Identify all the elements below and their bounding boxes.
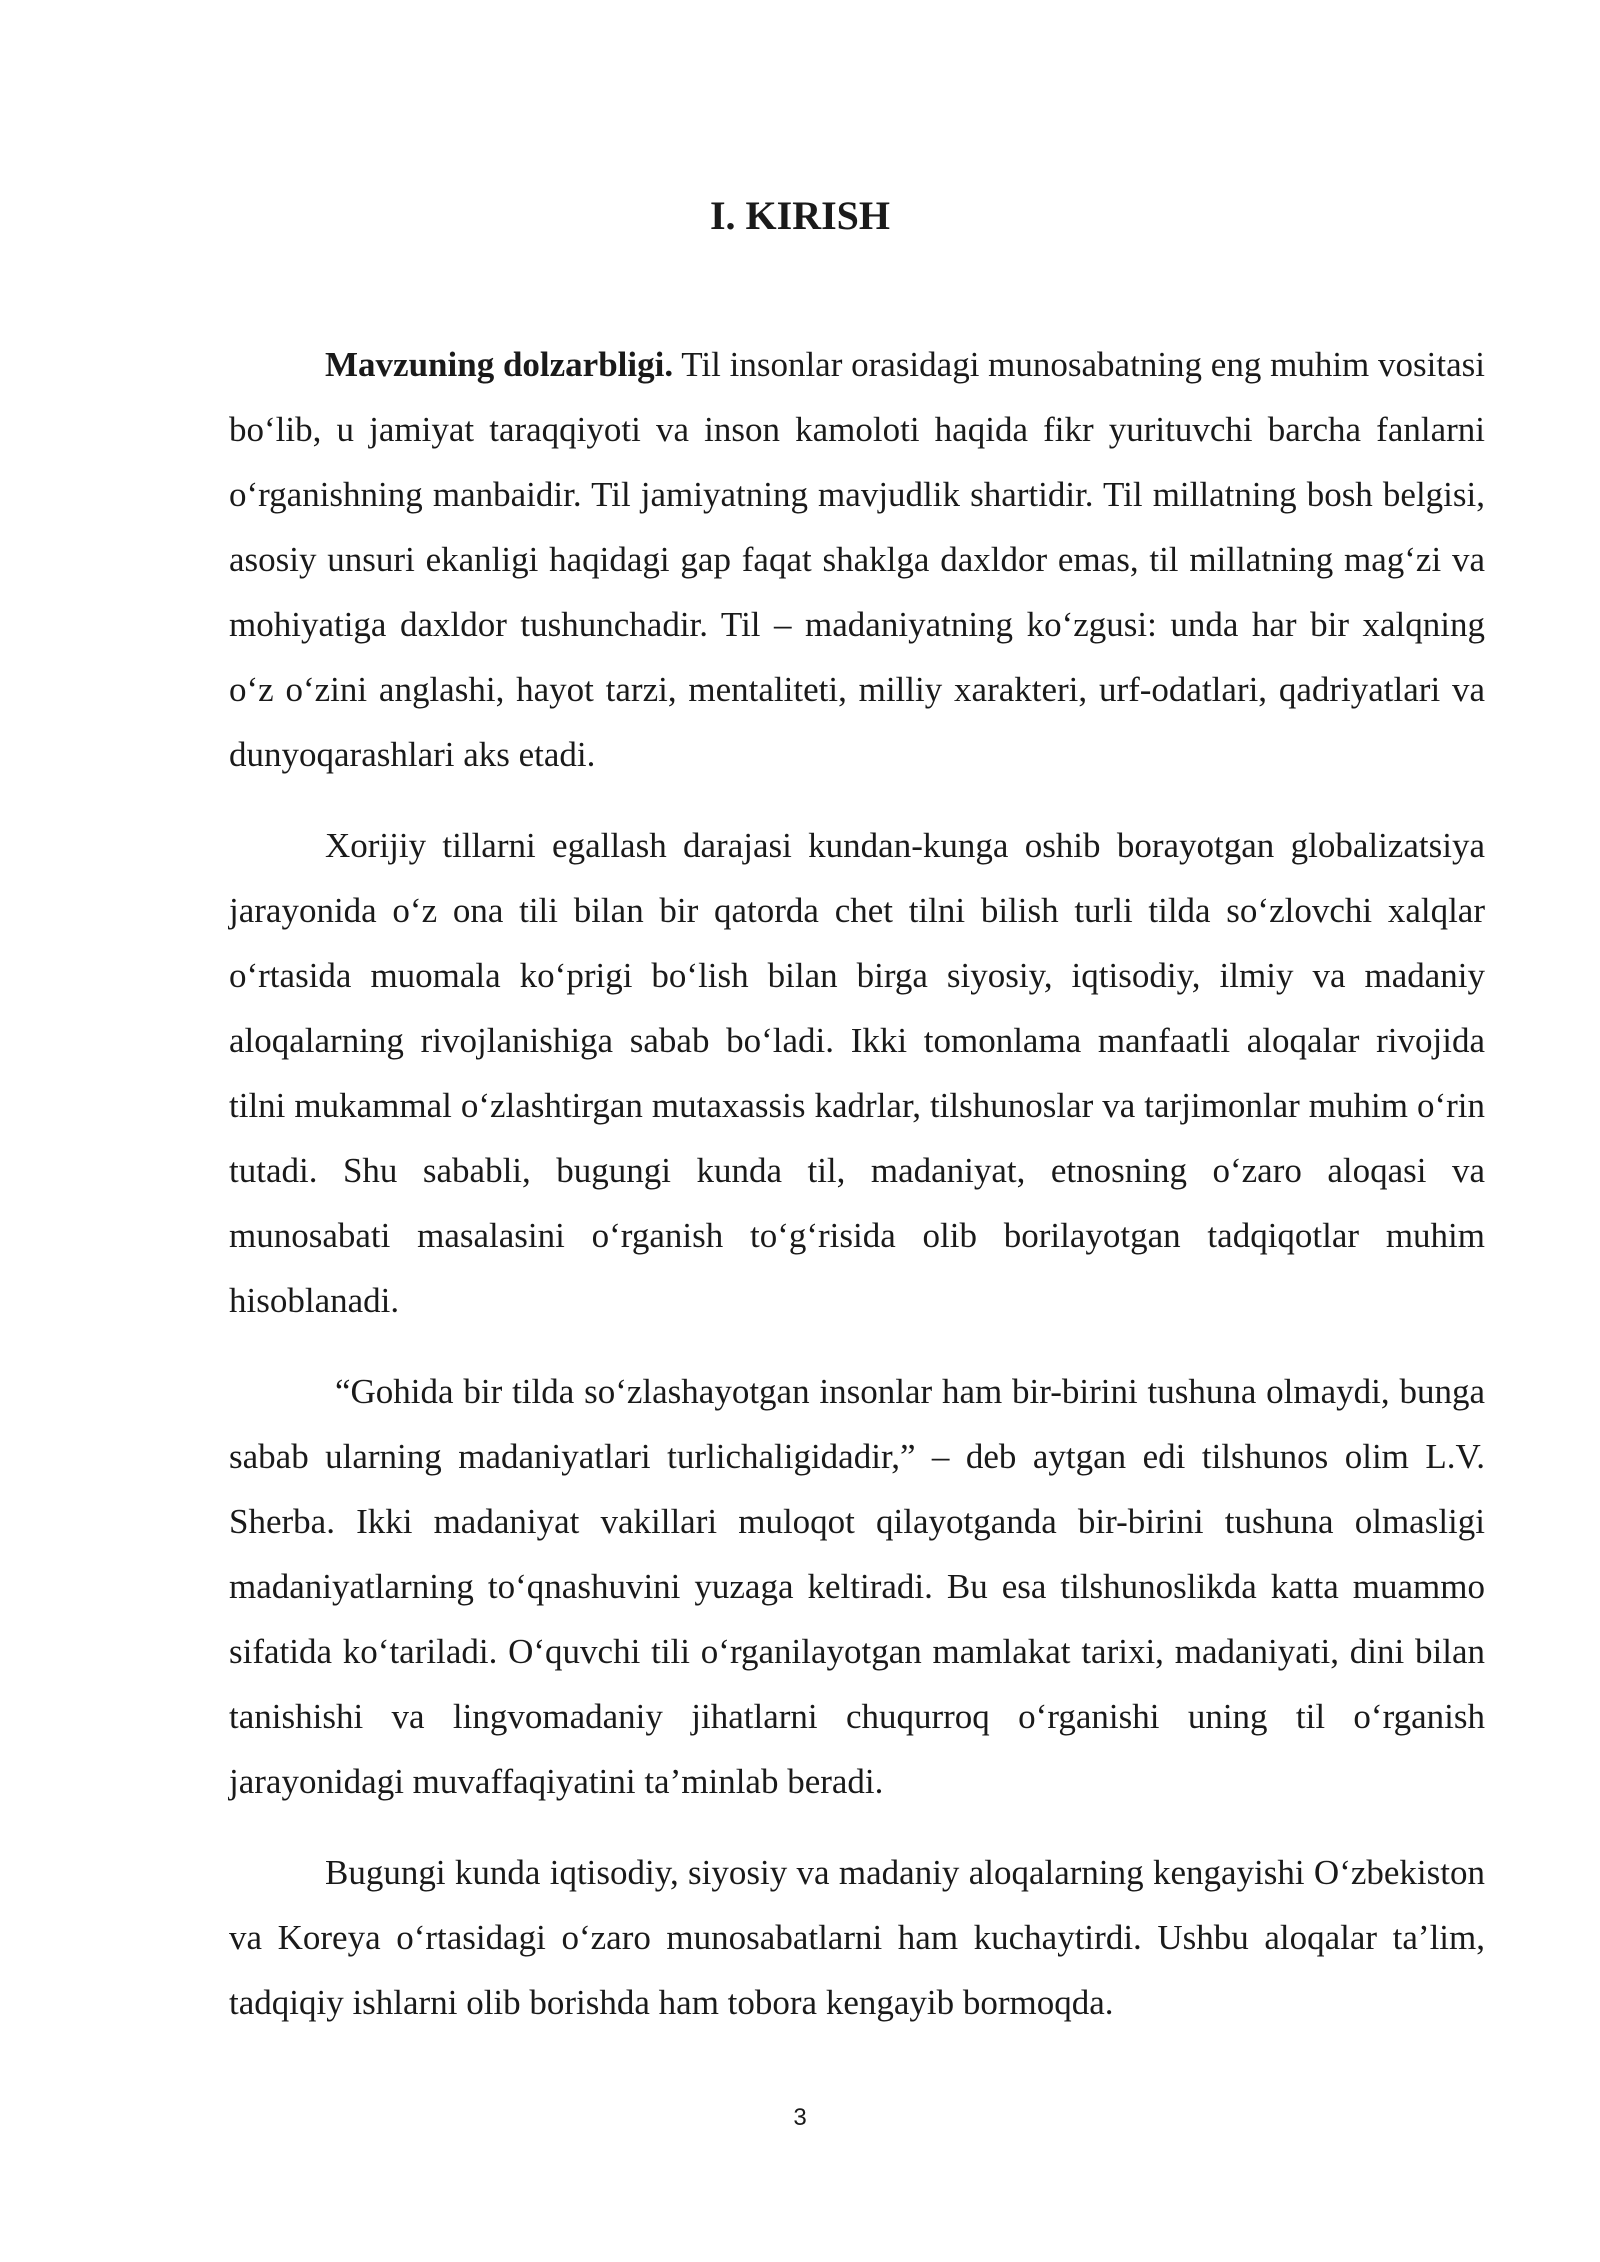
paragraph-uzbekistan-korea: Bugungi kunda iqtisodiy, siyosiy va madaniy aloqalarning kengayishi O‘zbekiston va Koreya o‘rtasidagi o‘zaro munosabatlarni ham kuchaytirdi. Ushbu aloqalar ta’lim, tadqiqiy ishlarni olib borishda ham tobora kengayib bormoqda. [229,1853,1485,2022]
paragraph-quote-sherba: “Gohida bir tilda so‘zlashayotgan insonlar ham bir-birini tushuna olmaydi, bunga sabab ularning madaniyatlari turlichaligidadir,” – deb aytgan edi tilshunos olim L.V. Sherba. Ikki madaniyat vakillari muloqot qilayotganda bir-birini tushuna olmasligi madaniyatlarning to‘qnashuvini yuzaga keltiradi. Bu esa tilshunoslikda katta muammo sifatida ko‘tariladi. O‘quvchi tili o‘rganilayotgan mamlakat tarixi, madaniyati, dini bilan tanishishi va lingvomadaniy jihatlarni chuqurroq o‘rganishi uning til o‘rganish jarayonidagi muvaffaqiyatini ta’minlab beradi. [229,1372,1485,1801]
paragraph-relevance [229,332,1485,787]
section-heading: I. KIRISH [709,193,891,238]
paragraph-text: Til insonlar orasidagi munosabatning eng muhim vositasi bo‘lib, u jamiyat taraqqiyoti va inson kamoloti haqida fikr yurituvchi barcha fanlarni o‘rganishning manbaidir. Til jamiyatning mavjudlik shartidir. Til millatning bosh belgisi, asosiy unsuri ekanligi haqidagi gap faqat shaklga daxldor emas, til millatning mag‘zi va mohiyatiga daxldor tushunchadir. Til – madaniyatning ko‘zgusi: unda har bir xalqning o‘z o‘zini anglashi, hayot tarzi, mentaliteti, milliy xarakteri, urf-odatlari, qadriyatlari va dunyoqarashlari aks etadi. [229,345,1485,774]
body-text [229,332,1485,2061]
paragraph-foreign-languages: Xorijiy tillarni egallash darajasi kundan-kunga oshib borayotgan globalizatsiya jarayonida o‘z ona tili bilan bir qatorda chet tilni bilish turli tilda so‘zlovchi xalqlar o‘rtasida muomala ko‘prigi bo‘lish bilan birga siyosiy, iqtisodiy, ilmiy va madaniy aloqalarning rivojlanishiga sabab bo‘ladi. Ikki tomonlama manfaatli aloqalar rivojida tilni mukammal o‘zlashtirgan mutaxassis kadrlar, tilshunoslar va tarjimonlar muhim o‘rin tutadi. Shu sababli, bugungi kunda til, madaniyat, etnosning o‘zaro aloqasi va munosabati masalasini o‘rganish to‘g‘risida olib borilayotgan tadqiqotlar muhim hisoblanadi. [229,826,1485,1320]
paragraph-lead: Mavzuning dolzarbligi. [325,345,674,384]
page-number: 3 [793,2104,807,2131]
